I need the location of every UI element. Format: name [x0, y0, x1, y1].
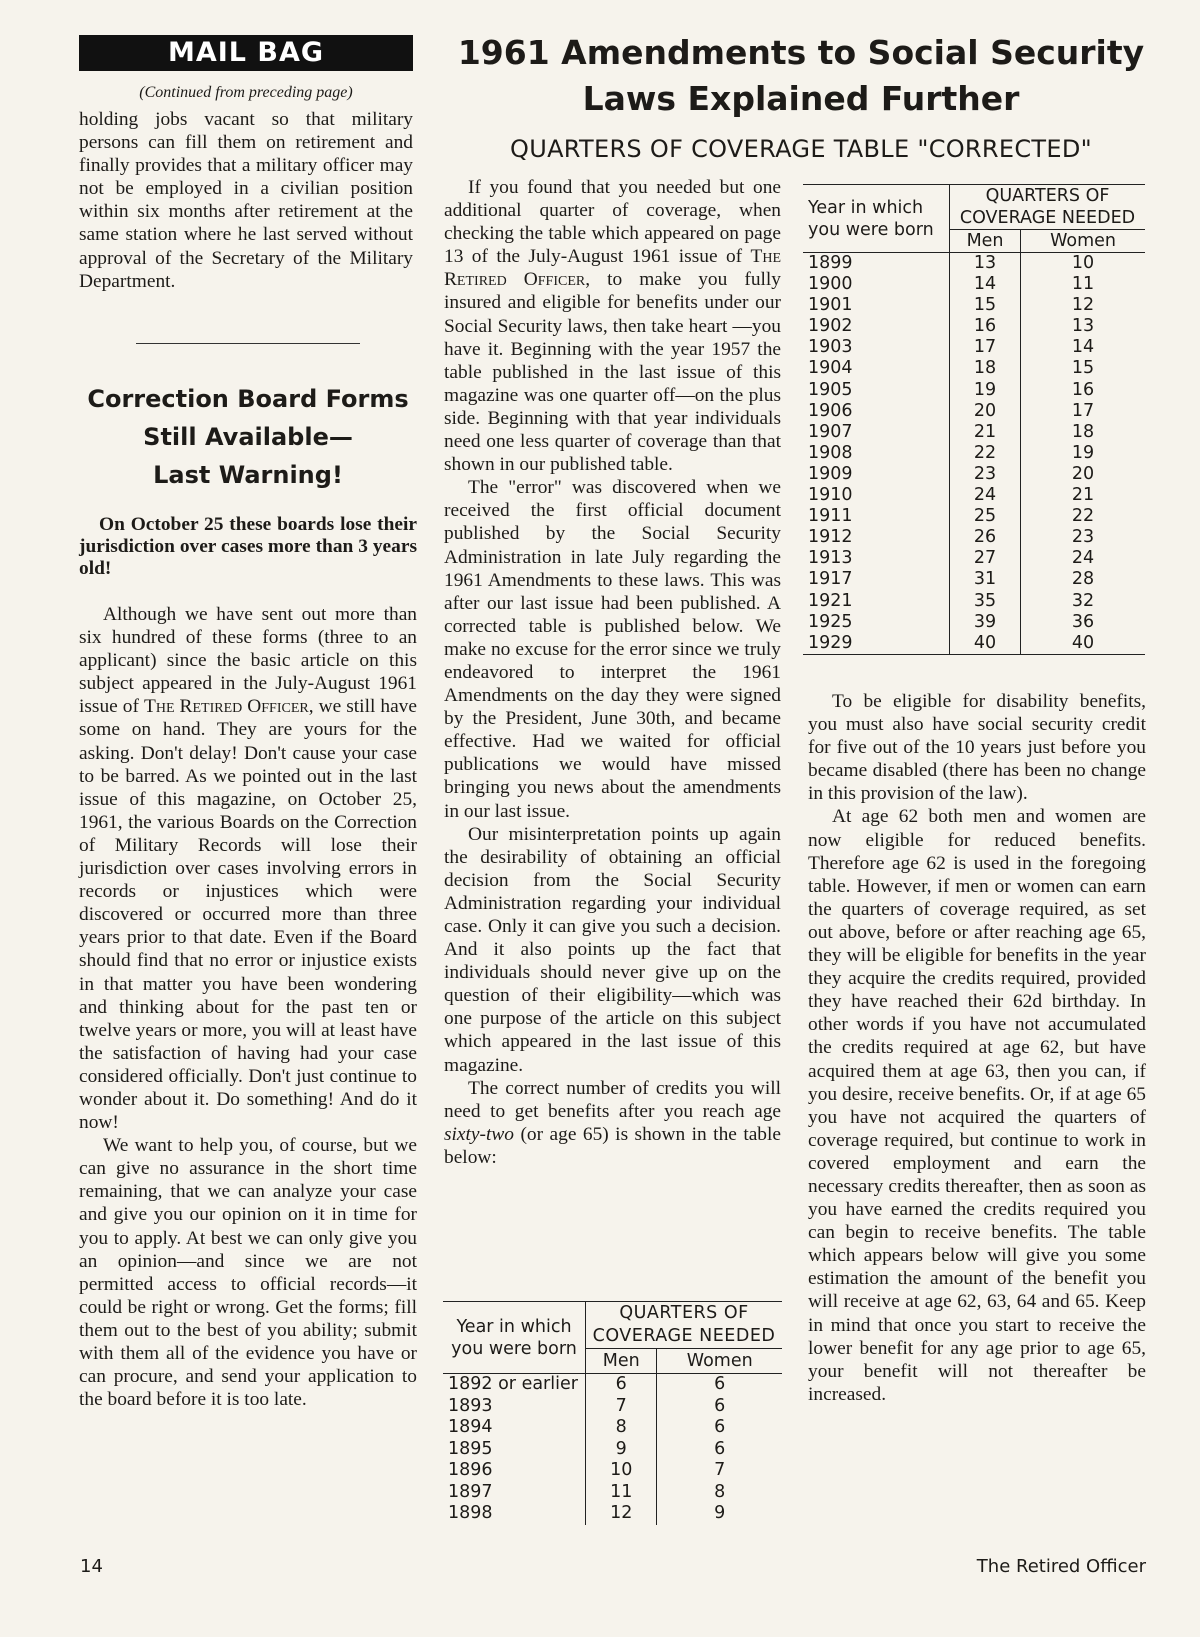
birth-year-cell: 1909: [808, 463, 853, 484]
correction-paragraph-1: Although we have sent out more than six hundred of these forms (three to an applicant) since the basic article on this subject appeared in the July-August 1961 issue of The Retired Officer, we still have some on hand. They are yours for the asking. Don't delay! Don't cause your case to be barred. As we pointed out in the last issue of this magazine, on October 25, 1961, the various Boards on the Correction of Military Records will lose their jurisdiction over cases involving errors in records or injustices which were discovered or occurred more than three years prior to that date. Even if the Board should find that no error or injustice exists in that matter you have been wondering and thinking about for the past ten or twelve years or more, you will at least have the satisfaction of having had your case considered officially. Don't just continue to wonder about it. Do something! And do it now!: [79, 604, 417, 1134]
birth-year-cell: 1903: [808, 337, 853, 358]
table-row: [803, 633, 1145, 655]
page-number: 14: [80, 1556, 103, 1577]
women-quarters-cell: 28: [1021, 569, 1145, 590]
women-header: Women: [1021, 230, 1145, 253]
women-quarters-cell: 21: [1021, 485, 1145, 506]
women-quarters-cell: 40: [1021, 633, 1145, 655]
men-quarters-cell: 24: [950, 485, 1021, 506]
women-quarters-cell: 20: [1021, 464, 1145, 485]
table-row: [443, 1417, 782, 1439]
quarters-header: QUARTERS OF COVERAGE NEEDED: [586, 1302, 783, 1349]
mail-bag-banner: MAIL BAG: [79, 35, 413, 71]
article-title-line2: Laws Explained Further: [582, 79, 1020, 118]
men-quarters-cell: 19: [950, 380, 1021, 401]
women-quarters-cell: 11: [1021, 274, 1145, 295]
article-paragraph-2: The "error" was discovered when we received the first official document published by the Social Security Administration in late July regarding the 1961 Amendments to these laws. This was after our last issue had been published. A corrected table is published below. We make no excuse for the error since we truly endeavored to interpret the 1961 Amendments on the day they were signed by the President, June 30th, and became effective. Had we waited for official publications we would have missed bringing you news about the amendments in our last issue.: [444, 477, 781, 822]
women-quarters-cell: 32: [1021, 591, 1145, 612]
birth-year-cell: 1925: [808, 611, 853, 632]
section-divider: [136, 343, 360, 344]
table-row: [443, 1482, 782, 1504]
table-row: [803, 443, 1145, 464]
year-header: Year in which you were born: [803, 185, 950, 253]
birth-year-cell: 1908: [808, 442, 853, 463]
birth-year-cell: 1910: [808, 485, 853, 506]
birth-year-cell: 1900: [808, 274, 853, 295]
correction-lead: On October 25 these boards lose their jurisdiction over cases more than 3 years old!: [79, 514, 417, 579]
article-title-line1: 1961 Amendments to Social Security: [457, 33, 1145, 72]
table-row: [803, 527, 1145, 548]
coverage-table-part1: [443, 1301, 782, 1525]
correction-heading-line1: Correction Board Forms: [87, 385, 409, 413]
table-row: [803, 485, 1145, 506]
men-quarters-cell: 7: [586, 1396, 657, 1418]
magazine-name: The Retired Officer: [444, 246, 781, 291]
birth-year-cell: 1892 or earlier: [448, 1374, 578, 1394]
birth-year-cell: 1898: [448, 1503, 493, 1523]
men-quarters-cell: 22: [950, 443, 1021, 464]
table-row: [803, 506, 1145, 527]
table-row: [803, 591, 1145, 612]
table-row: [803, 612, 1145, 633]
men-quarters-cell: 11: [586, 1482, 657, 1504]
women-quarters-cell: 6: [657, 1396, 782, 1418]
coverage-table-part2: [803, 184, 1145, 655]
publication-name: The Retired Officer: [976, 1556, 1146, 1577]
article-body-right: [808, 690, 1146, 1406]
men-quarters-cell: 12: [586, 1503, 657, 1525]
birth-year-cell: 1897: [448, 1481, 493, 1502]
correction-heading: [79, 380, 417, 494]
article-subtitle: QUARTERS OF COVERAGE TABLE "CORRECTED": [510, 135, 1092, 163]
men-quarters-cell: 6: [586, 1374, 657, 1396]
women-header: Women: [657, 1349, 782, 1374]
birth-year-cell: 1911: [808, 506, 853, 527]
men-quarters-cell: 17: [950, 337, 1021, 358]
table-row: [443, 1396, 782, 1418]
correction-heading-line2: Still Available—: [143, 423, 353, 451]
women-quarters-cell: 14: [1021, 337, 1145, 358]
table-row: [443, 1460, 782, 1482]
birth-year-cell: 1929: [803, 633, 950, 655]
magazine-name: The Retired Officer: [144, 696, 309, 718]
men-quarters-cell: 39: [950, 612, 1021, 633]
year-header: Year in which you were born: [443, 1302, 586, 1374]
women-quarters-cell: 22: [1021, 506, 1145, 527]
women-quarters-cell: 16: [1021, 380, 1145, 401]
men-quarters-cell: 9: [586, 1439, 657, 1461]
article-paragraph-3: Our misinterpretation points up again the desirability of obtaining an official decision from the Social Security Administration regarding your individual case. Only it can give you such a decision. And it also points up the fact that individuals should never give up on the question of their eligibility—which was one purpose of the article on this subject which appeared in the last issue of this magazine.: [444, 823, 781, 1076]
birth-year-cell: 1907: [808, 421, 853, 442]
men-quarters-cell: 35: [950, 591, 1021, 612]
mail-bag-paragraph: holding jobs vacant so that military persons can fill them on retirement and finally provides that a military officer may not be employed in a civilian position within six months after retirement at the same station where he last served without approval of the Secretary of the Military Department.: [79, 109, 413, 292]
mail-bag-text: [79, 108, 413, 293]
birth-year-cell: 1921: [808, 590, 853, 611]
women-quarters-cell: 36: [1021, 612, 1145, 633]
continued-note: (Continued from preceding page): [139, 84, 353, 101]
table-row: [803, 295, 1145, 316]
men-quarters-cell: 10: [586, 1460, 657, 1482]
women-quarters-cell: 24: [1021, 548, 1145, 569]
article-paragraph-5: To be eligible for disability benefits, you must also have social security credit for five out of the 10 years just before you became disabled (there has been no change in this provision of the law).: [808, 691, 1146, 805]
women-quarters-cell: 23: [1021, 527, 1145, 548]
men-quarters-cell: 25: [950, 506, 1021, 527]
women-quarters-cell: 15: [1021, 358, 1145, 379]
birth-year-cell: 1906: [808, 400, 853, 421]
article-title: [446, 30, 1156, 122]
women-quarters-cell: 7: [657, 1460, 782, 1482]
birth-year-cell: 1904: [808, 358, 853, 379]
men-quarters-cell: 40: [950, 633, 1021, 655]
article-paragraph-4: The correct number of credits you will need to get benefits after you reach age sixty-two (or age 65) is shown in the table below:: [444, 1077, 781, 1168]
article-paragraph-6: At age 62 both men and women are now eligible for reduced benefits. Therefore age 62 is used in the foregoing table. However, if men or women can earn the quarters of coverage required, as set out above, before or after reaching age 65, they will be eligible for benefits in the year they acquire the credits required, provided they have reached their 62d birthday. In other words if you have not accumulated the credits required at age 62, but have acquired them at age 63, then you can, if you desire, receive benefits. Or, if at age 65 you have not acquired the quarters of coverage required, but continue to work in covered employment and earn the necessary credits thereafter, then as soon as you have earned the credits required you can begin to receive benefits. The table which appears below will give you some estimation the amount of the benefit you will receive at age 62, 63, 64 and 65. Keep in mind that once you start to receive the lower benefit for any age prior to age 65, your benefit will not thereafter be increased.: [808, 806, 1146, 1405]
men-quarters-cell: 18: [950, 358, 1021, 379]
birth-year-cell: 1899: [808, 253, 853, 273]
birth-year-cell: 1896: [448, 1460, 493, 1480]
birth-year-cell: 1913: [808, 548, 853, 569]
table-row: [443, 1439, 782, 1461]
men-quarters-cell: 26: [950, 527, 1021, 548]
quarters-header: QUARTERS OF COVERAGE NEEDED: [950, 185, 1146, 230]
article-paragraph-1: If you found that you needed but one additional quarter of coverage, when checking the table which appeared on page 13 of the July-August 1961 issue of The Retired Officer, to make you fully insured and eligible for benefits under our Social Security laws, then take heart —you have it. Beginning with the year 1957 the table published in the last issue of this magazine was one quarter off—on the plus side. Beginning with that year individuals need one less quarter of coverage than that shown in our published table.: [444, 177, 781, 476]
birth-year-cell: 1901: [808, 295, 853, 316]
men-quarters-cell: 27: [950, 548, 1021, 569]
men-quarters-cell: 13: [950, 253, 1021, 275]
table-row: [803, 316, 1145, 337]
birth-year-cell: 1893: [448, 1395, 493, 1416]
table-row: [803, 422, 1145, 443]
women-quarters-cell: 12: [1021, 295, 1145, 316]
correction-heading-line3: Last Warning!: [153, 461, 343, 489]
women-quarters-cell: 6: [657, 1439, 782, 1461]
women-quarters-cell: 6: [657, 1417, 782, 1439]
birth-year-cell: 1902: [808, 316, 853, 337]
men-quarters-cell: 31: [950, 569, 1021, 590]
women-quarters-cell: 9: [657, 1503, 782, 1525]
birth-year-cell: 1895: [448, 1438, 493, 1459]
men-header: Men: [950, 230, 1021, 253]
men-quarters-cell: 23: [950, 464, 1021, 485]
women-quarters-cell: 10: [1021, 253, 1145, 275]
table-row: [803, 464, 1145, 485]
birth-year-cell: 1905: [808, 379, 853, 400]
table-row: [803, 253, 1145, 275]
table-row: [443, 1503, 782, 1525]
men-quarters-cell: 20: [950, 401, 1021, 422]
table-row: [803, 401, 1145, 422]
birth-year-cell: 1912: [808, 527, 853, 548]
table-row: [803, 337, 1145, 358]
women-quarters-cell: 6: [657, 1374, 782, 1396]
table-row: [803, 274, 1145, 295]
correction-body: [79, 603, 417, 1411]
men-quarters-cell: 16: [950, 316, 1021, 337]
birth-year-cell: 1917: [808, 569, 853, 590]
men-quarters-cell: 14: [950, 274, 1021, 295]
table-row: [803, 548, 1145, 569]
birth-year-cell: 1894: [448, 1417, 493, 1437]
women-quarters-cell: 8: [657, 1482, 782, 1504]
table-row: [443, 1374, 782, 1396]
table-row: [803, 380, 1145, 401]
correction-paragraph-2: We want to help you, of course, but we can give no assurance in the short time remaining, that we can analyze your case and give you our opinion on it in time for you to apply. At best we can only give you an opinion—and since we are not permitted access to official records—it could be right or wrong. Get the forms; fill them out to the best of you ability; submit with them all of the evidence you have or can procure, and send your application to the board before it is too late.: [79, 1135, 417, 1411]
women-quarters-cell: 13: [1021, 316, 1145, 337]
table-row: [803, 358, 1145, 379]
women-quarters-cell: 18: [1021, 422, 1145, 443]
men-header: Men: [586, 1349, 657, 1374]
women-quarters-cell: 17: [1021, 401, 1145, 422]
men-quarters-cell: 15: [950, 295, 1021, 316]
article-body-middle: [444, 176, 781, 1169]
women-quarters-cell: 19: [1021, 443, 1145, 464]
table-row: [803, 569, 1145, 590]
men-quarters-cell: 8: [586, 1417, 657, 1439]
men-quarters-cell: 21: [950, 422, 1021, 443]
